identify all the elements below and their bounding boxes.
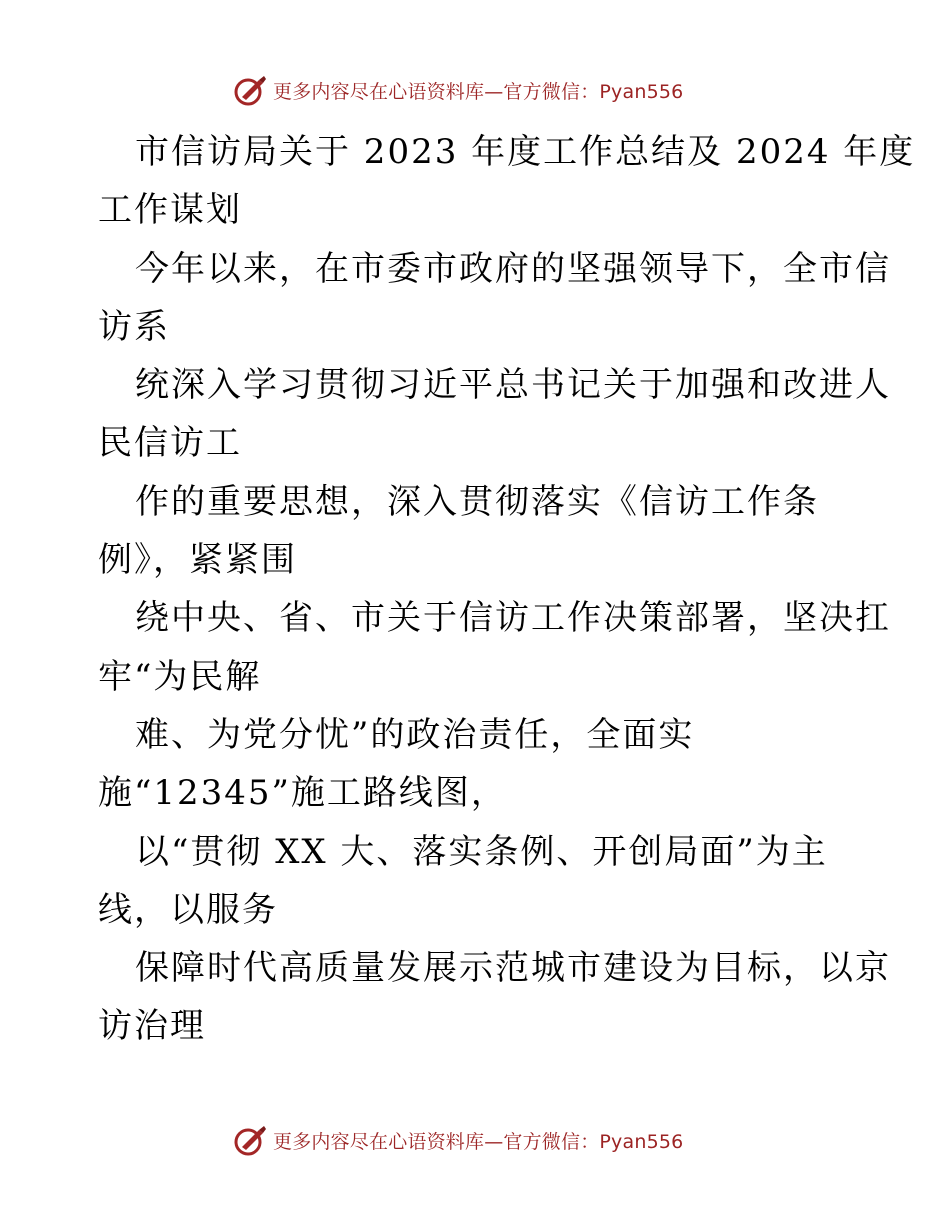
text-line: 例》，紧紧围 — [98, 540, 297, 581]
text-line: 市信访局关于 2023 年度工作总结及 2024 年度 — [135, 132, 916, 172]
text-line: 牢“为民解 — [98, 656, 262, 697]
text-line: 绕中央、省、市关于信访工作决策部署，坚决扛 — [135, 598, 891, 639]
text-line: 今年以来，在市委市政府的坚强领导下，全市信 — [135, 248, 891, 289]
text-line: 民信访工 — [98, 423, 242, 464]
banner-text: 更多内容尽在心语资料库—官方微信：Pyan556 — [273, 80, 684, 103]
header-banner — [233, 72, 683, 108]
text-line: 难、为党分忧”的政治责任，全面实 — [135, 714, 695, 755]
text-line: 线，以服务 — [98, 889, 278, 930]
text-line: 以“贯彻 XX 大、落实条例、开创局面”为主 — [135, 831, 828, 872]
text-line: 作的重要思想，深入贯彻落实《信访工作条 — [135, 481, 819, 522]
text-line: 保障时代高质量发展示范城市建设为目标，以京 — [135, 948, 891, 989]
text-line: 工作谋划 — [98, 190, 242, 231]
text-line: 访治理 — [98, 1006, 206, 1047]
document-body — [98, 123, 916, 1056]
banner-text: 更多内容尽在心语资料库—官方微信：Pyan556 — [273, 1130, 684, 1153]
footer-banner — [233, 1122, 683, 1158]
text-line: 施“12345”施工路线图， — [98, 773, 507, 814]
brush-logo-icon — [233, 1123, 267, 1157]
text-line: 统深入学习贯彻习近平总书记关于加强和改进人 — [135, 365, 891, 406]
brush-logo-icon — [233, 73, 267, 107]
text-line: 访系 — [98, 306, 170, 347]
